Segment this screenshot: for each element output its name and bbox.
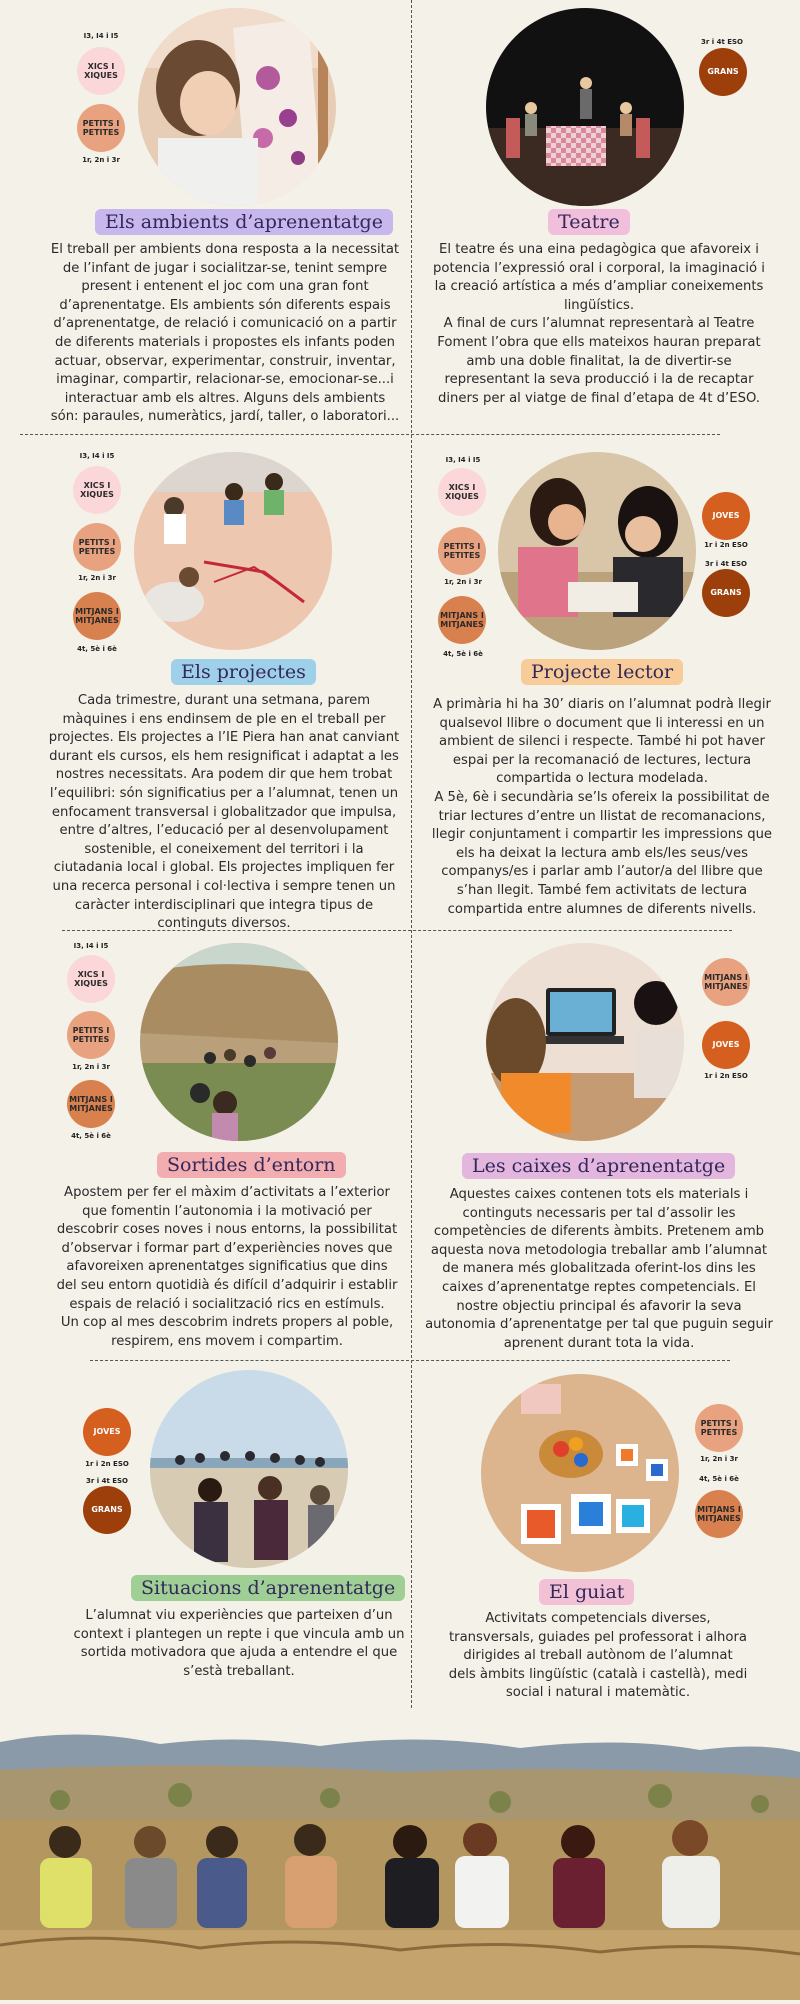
- photo-theatre-stage: [486, 8, 684, 206]
- age-label-primary: 1r, 2n i 3r: [78, 574, 116, 582]
- badge-mitjans: MITJANS I MITJANES: [73, 592, 121, 640]
- age-label-eso1: 1r i 2n ESO: [704, 541, 748, 549]
- photo-kids-on-floor: [134, 452, 332, 650]
- title-ambients: Els ambients d’aprenentatge: [95, 209, 393, 235]
- badge-joves: JOVES: [83, 1408, 131, 1456]
- title-situacions: Situacions d’aprenentatge: [131, 1575, 405, 1601]
- text-sortides: [56, 1184, 398, 1351]
- badge-petits: PETITS I PETITES: [695, 1404, 743, 1452]
- badge-xics: XICS I XIQUES: [438, 468, 486, 516]
- title-lector: Projecte lector: [521, 659, 683, 685]
- badge-grans: GRANS: [702, 569, 750, 617]
- age-label-eso2: 3r i 4t ESO: [704, 560, 748, 568]
- photo-kids-laptop: [486, 943, 684, 1141]
- title-guiat: El guiat: [539, 1579, 634, 1605]
- text-guiat: Activitats competencials diverses, transversals, guiades pel professorat i alhora dirigides al treball autònom de l’alumnat dels àmbits lingüístic (català i castellà), medi social i natural i matemàtic.: [448, 1611, 748, 1701]
- title-sortides: Sortides d’entorn: [157, 1152, 346, 1178]
- divider-3: [90, 1360, 730, 1361]
- title-projectes: Els projectes: [171, 659, 316, 685]
- photo-tiles-table: [481, 1374, 679, 1572]
- age-label-primary2: 4t, 5è i 6è: [77, 645, 117, 653]
- age-label-primary2: 4t, 5è i 6è: [71, 1132, 111, 1140]
- badge-petits: PETITS I PETITES: [77, 104, 125, 152]
- text-lector: [426, 696, 778, 919]
- badge-xics: XICS I XIQUES: [73, 466, 121, 514]
- age-label-primary: 1r, 2n i 3r: [72, 1063, 110, 1071]
- badge-xics: XICS I XIQUES: [67, 955, 115, 1003]
- age-label-eso2: 3r i 4t ESO: [700, 38, 744, 46]
- badge-mitjans: MITJANS I MITJANES: [438, 596, 486, 644]
- divider-1: [20, 434, 720, 435]
- vertical-divider: [411, 0, 412, 1708]
- age-label-primary: 1r, 2n i 3r: [82, 156, 120, 164]
- age-label-i3: I3, I4 i I5: [73, 942, 109, 950]
- text-situacions: L’alumnat viu experiències que parteixen d’un context i plantegen un repte i que vincula amb un sortida motivadora que ajuda a entendre el que s’està treballant.: [73, 1608, 405, 1679]
- text-projectes: Cada trimestre, durant una setmana, parem màquines i ens endinsem de ple en el treball per projectes. Els projectes a l’IE Piera han anat canviant durant els cursos, els hem resignificat i adaptat a les nostres necessitats. Ara podem dir que hem trobat l’equilibri: són significatius per a l’alumnat, tenen un enfocament transversal i globalitzador que impulsa, entre d’altres, l’educació per al desenvolupament sostenible, el coneixement del territori i la ciutadania local i global. Els projectes impliquen fer una recerca personal i col·lectiva i sempre tenen un caràcter interdisciplinari que integra tipus de continguts diversos.: [48, 693, 400, 932]
- age-label-eso1: 1r i 2n ESO: [704, 1072, 748, 1080]
- badge-petits: PETITS I PETITES: [73, 523, 121, 571]
- badge-grans: GRANS: [83, 1486, 131, 1534]
- photo-girl-painting: [138, 8, 336, 206]
- badge-petits: PETITS I PETITES: [67, 1011, 115, 1059]
- badge-mitjans: MITJANS I MITJANES: [702, 958, 750, 1006]
- badge-joves: JOVES: [702, 1021, 750, 1069]
- text-sortides-p2: Un cop al mes descobrim indrets propers al poble, respirem, ens movem i compartim.: [60, 1315, 394, 1349]
- text-lector-p1: A primària hi ha 30’ diaris on l’alumnat podrà llegir qualsevol llibre o document que li interessi en un ambient de silenci i respecte. També hi pot haver espai per la recomanació de lectures, lectura compartida o lectura modelada.: [433, 697, 771, 787]
- age-label-primary: 1r, 2n i 3r: [700, 1455, 738, 1463]
- text-lector-p2: A 5è, 6è i secundària se’ls ofereix la possibilitat de triar lectures d’entre un llistat de recomanacions, llegir conjuntament i compartir les impressions que els ha deixat la lectura amb els/les seus/ves companys/es i parlar amb l’autor/a del llibre que s’han llegit. També fem activitats de lectura compartida entre alumnes de diferents nivells.: [431, 789, 773, 917]
- photo-group-beach: [150, 1370, 348, 1568]
- badge-mitjans: MITJANS I MITJANES: [67, 1080, 115, 1128]
- age-label-primary2: 4t, 5è i 6è: [443, 650, 483, 658]
- text-caixes: Aquestes caixes contenen tots els materials i continguts necessaris per tal d’assolir les competències de diferents àmbits. Pretenem amb aquesta nova metodologia treballar amb l’alumnat de manera més globalitzada oferint-los dins les caixes d’aprenentatge reptes competencials. El nostre objectiu principal és afavorir la seva autonomia d’aprenentatge per tal que puguin seguir aprenent durant tota la vida.: [425, 1187, 773, 1351]
- title-caixes: Les caixes d’aprenentatge: [462, 1153, 735, 1179]
- title-teatre: Teatre: [548, 209, 630, 235]
- photo-outdoor-hill: [140, 943, 338, 1141]
- age-label-primary2: 4t, 5è i 6è: [699, 1475, 739, 1483]
- footer-photo-children-landscape: [0, 1730, 800, 2000]
- age-label-eso2: 3r i 4t ESO: [85, 1477, 129, 1485]
- badge-mitjans: MITJANS I MITJANES: [695, 1490, 743, 1538]
- text-teatre-p2: A final de curs l’alumnat representarà al Teatre Foment l’obra que ells mateixos hauran preparat amb una doble finalitat, la de divertir-se representant la seva producció i la de recaptar diners per al viatge de final d’etapa de 4t d’ESO.: [437, 316, 761, 406]
- text-teatre: [428, 241, 770, 408]
- age-label-primary: 1r, 2n i 3r: [444, 578, 482, 586]
- badge-grans: GRANS: [699, 48, 747, 96]
- photo-girls-reading: [498, 452, 696, 650]
- text-ambients: El treball per ambients dona resposta a la necessitat de l’infant de jugar i socialitzar-se, tenint sempre present i entenent el joc com una gran font d’aprenentatge. Els ambients són diferents espais d’aprenentatge, de relació i comunicació on a partir de diferents materials i propostes els infants poden actuar, observar, experimentar, construir, inventar, imaginar, compartir, relacionar-se, emocionar-se...i interactuar amb els altres. Alguns dels ambients són: paraules, numeràtics, jardí, taller, o laboratori...: [50, 242, 400, 425]
- text-sortides-p1: Apostem per fer el màxim d’activitats a l’exterior que fomentin l’autonomia i la motivació per descobrir coses noves i nous entorns, la possibilitat d’observar i formar part d’experiències noves que afavoreixen aprenentatges significatius que dins del seu entorn quotidià és difícil d’adquirir i establir espais de relació i socialització rics en estímuls.: [56, 1185, 398, 1312]
- age-label-i3: I3, I4 i I5: [79, 452, 115, 460]
- age-label-eso1: 1r i 2n ESO: [85, 1460, 129, 1468]
- age-label-i3: I3, I4 i I5: [83, 32, 119, 40]
- age-label-i3: I3, I4 i I5: [445, 456, 481, 464]
- badge-xics: XICS I XIQUES: [77, 47, 125, 95]
- badge-petits: PETITS I PETITES: [438, 527, 486, 575]
- text-teatre-p1: El teatre és una eina pedagògica que afavoreix i potencia l’expressió oral i corporal, la imaginació i la creació artística a més d’ampliar coneixements lingüístics.: [433, 242, 765, 313]
- badge-joves: JOVES: [702, 492, 750, 540]
